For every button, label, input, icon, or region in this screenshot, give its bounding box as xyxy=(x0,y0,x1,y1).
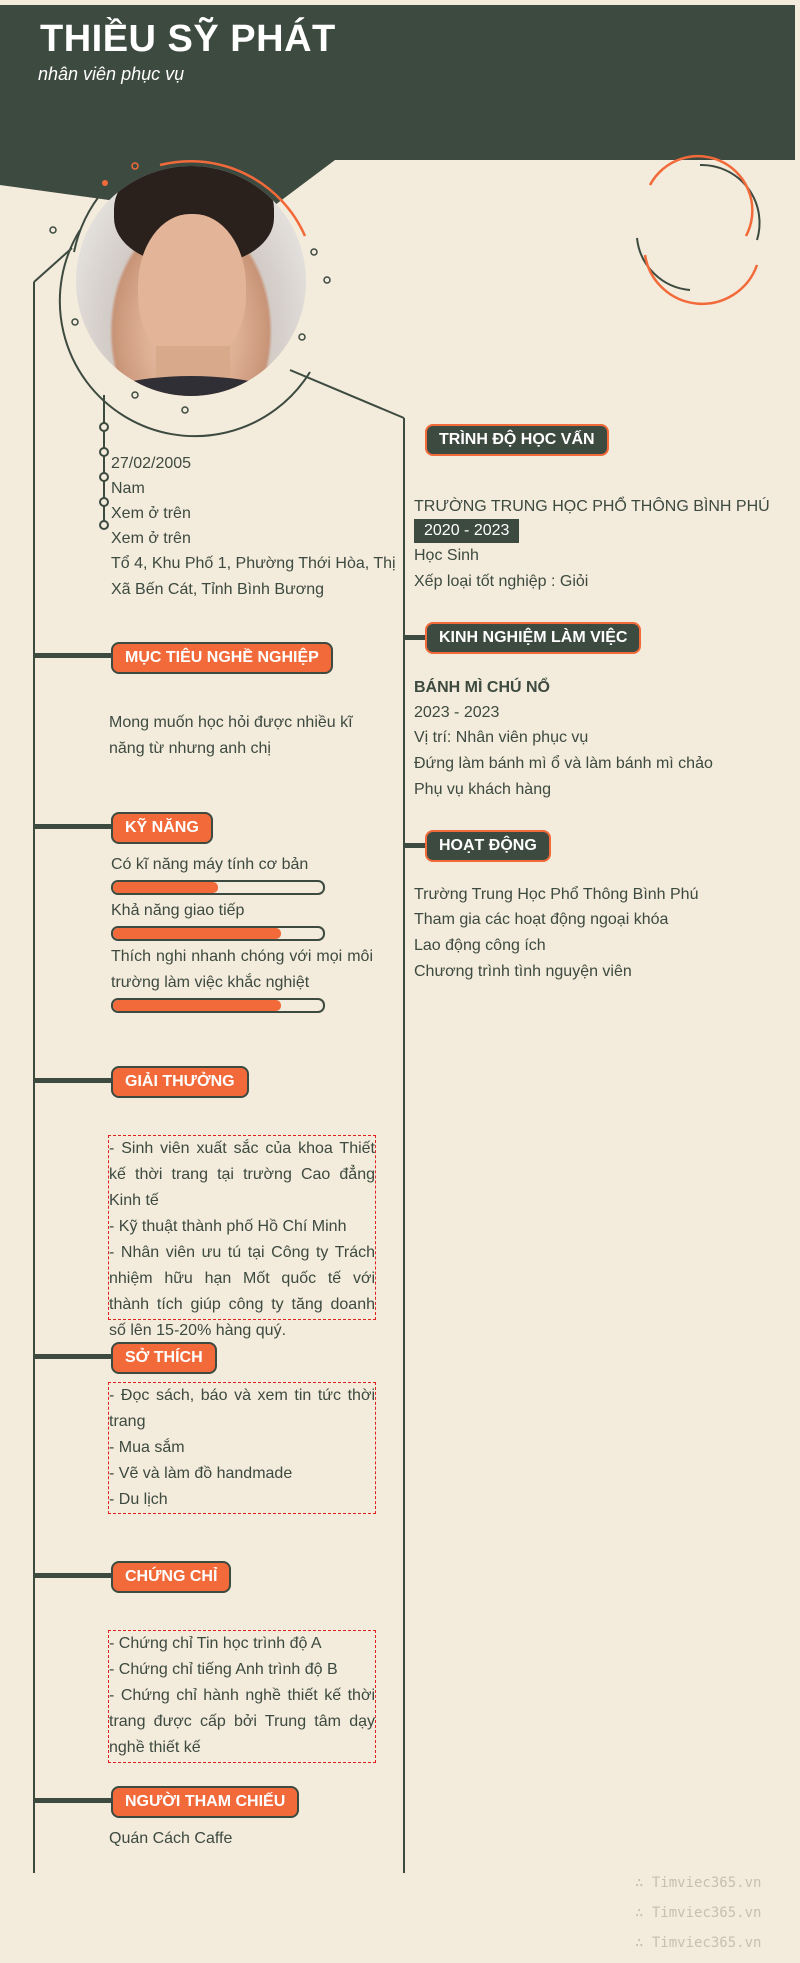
experience-duty: Đứng làm bánh mì ổ và làm bánh mì chảo xyxy=(414,755,713,772)
activity-line: Trường Trung Học Phổ Thông Bình Phú xyxy=(414,886,699,903)
activity-line: Tham gia các hoạt động ngoại khóa xyxy=(414,911,669,928)
skill-fill xyxy=(113,928,281,939)
school-name: TRƯỜNG TRUNG HỌC PHỔ THÔNG BÌNH PHÚ xyxy=(414,498,770,515)
award-line: - Nhân viên ưu tú tại Công ty Trách nhiệm hữu hạn Mốt quốc tế với thành tích giúp công ty tăng doanh số lên 15-20% hàng quý. xyxy=(109,1244,375,1339)
education-years: 2020 - 2023 xyxy=(414,519,519,543)
avatar xyxy=(76,166,306,396)
experience-duty: Phụ vụ khách hàng xyxy=(414,781,551,798)
hobby-line: - Đọc sách, báo và xem tin tức thời trang xyxy=(109,1387,375,1430)
certificates-box xyxy=(108,1630,376,1763)
section-title-certificates: CHỨNG CHỈ xyxy=(111,1561,231,1593)
skill-fill xyxy=(113,882,218,893)
education-note: Xếp loại tốt nghiệp : Giỏi xyxy=(414,573,589,590)
experience-years: 2023 - 2023 xyxy=(414,704,500,721)
hobbies-box xyxy=(108,1382,376,1514)
section-title-awards: GIẢI THƯỞNG xyxy=(111,1066,249,1098)
objective-text: Mong muốn học hỏi được nhiều kĩ năng từ nhưng anh chị xyxy=(109,714,353,757)
skill-label: Thích nghi nhanh chóng với mọi môi trường làm việc khắc nghiệt xyxy=(111,948,373,991)
section-title-experience: KINH NGHIỆM LÀM VIỆC xyxy=(425,622,641,654)
watermark: ∴ Timviec365.vn xyxy=(635,1905,762,1921)
award-line: - Sinh viên xuất sắc của khoa Thiết kế thời trang tại trường Cao đẳng Kinh tế xyxy=(109,1140,375,1209)
watermark: ∴ Timviec365.vn xyxy=(635,1875,762,1891)
experience-position: Vị trí: Nhân viên phục vụ xyxy=(414,729,589,746)
skill-bar xyxy=(111,926,325,941)
skill-bar xyxy=(111,880,325,895)
activity-line: Chương trình tình nguyện viên xyxy=(414,963,632,980)
phone: Xem ở trên xyxy=(111,505,191,522)
hobby-line: - Vẽ và làm đồ handmade xyxy=(109,1465,293,1482)
certificate-line: - Chứng chỉ hành nghề thiết kế thời trang được cấp bởi Trung tâm dạy nghề thiết kế xyxy=(109,1687,375,1756)
section-title-skills: KỸ NĂNG xyxy=(111,812,213,844)
skill-label: Khả năng giao tiếp xyxy=(111,902,245,919)
gender: Nam xyxy=(111,480,145,497)
reference-text: Quán Cách Caffe xyxy=(109,1830,233,1847)
candidate-role: nhân viên phục vụ xyxy=(38,64,185,84)
skill-fill xyxy=(113,1000,281,1011)
address: Tổ 4, Khu Phố 1, Phường Thới Hòa, Thị Xã Bến Cát, Tỉnh Bình Bương xyxy=(111,555,396,598)
skill-bar xyxy=(111,998,325,1013)
certificate-line: - Chứng chỉ tiếng Anh trình độ B xyxy=(109,1661,338,1678)
hobby-line: - Du lịch xyxy=(109,1491,168,1508)
certificate-line: - Chứng chỉ Tin học trình độ A xyxy=(109,1635,322,1652)
email: Xem ở trên xyxy=(111,530,191,547)
activity-line: Lao động công ích xyxy=(414,937,546,954)
section-title-hobbies: SỞ THÍCH xyxy=(111,1342,217,1374)
education-degree: Học Sinh xyxy=(414,547,479,564)
section-title-references: NGƯỜI THAM CHIẾU xyxy=(111,1786,299,1818)
section-title-education: TRÌNH ĐỘ HỌC VẤN xyxy=(425,424,609,456)
award-line: - Kỹ thuật thành phố Hồ Chí Minh xyxy=(109,1218,347,1235)
birthdate: 27/02/2005 xyxy=(111,455,192,472)
company-name: BÁNH MÌ CHÚ NỔ xyxy=(414,679,550,696)
hobby-line: - Mua sắm xyxy=(109,1439,185,1456)
candidate-name: THIỀU SỸ PHÁT xyxy=(40,18,336,60)
awards-box xyxy=(108,1135,376,1339)
watermark: ∴ Timviec365.vn xyxy=(635,1935,762,1951)
skill-label: Có kĩ năng máy tính cơ bản xyxy=(111,856,309,873)
section-title-activities: HOẠT ĐỘNG xyxy=(425,830,551,862)
section-title-objective: MỤC TIÊU NGHỀ NGHIỆP xyxy=(111,642,333,674)
